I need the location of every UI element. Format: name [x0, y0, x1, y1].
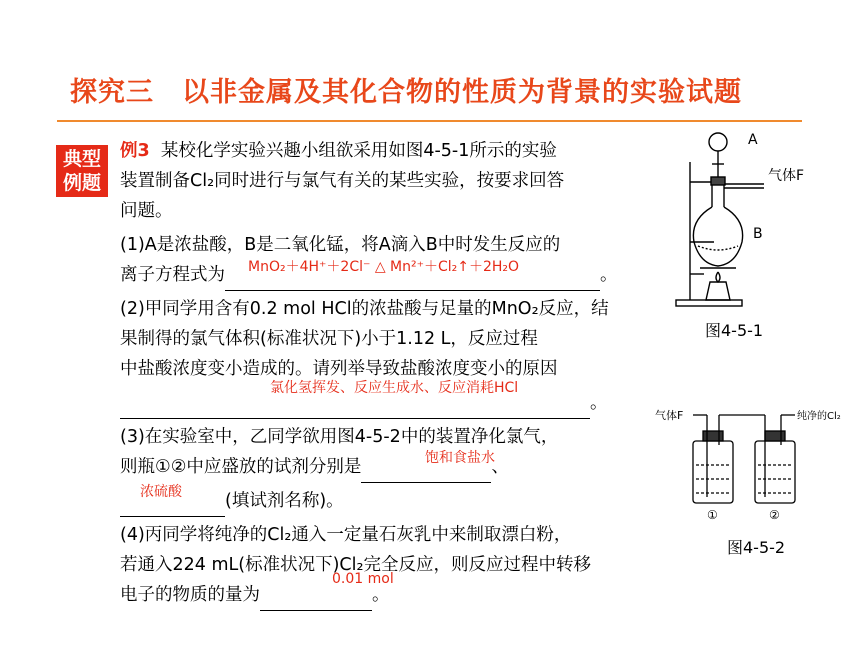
figure-4-5-2-caption: 图4-5-2 — [727, 538, 786, 557]
question-line-15: 电子的物质的量为 。 — [120, 580, 390, 611]
question-line-2: 装置制备Cl₂同时进行与氯气有关的某些实验，按要求回答 — [120, 171, 565, 191]
example-label: 例3 — [120, 141, 150, 161]
question-line-12: (填试剂名称)。 — [120, 486, 344, 517]
figure-4-5-1-apparatus — [668, 122, 848, 322]
fig2-inlet-label: 气体F — [655, 409, 684, 422]
question-line-8: 中盐酸浓度变小造成的。请列举导致盐酸浓度变小的原因 — [120, 359, 558, 379]
fig1-label-b: B — [753, 226, 763, 242]
fig1-gas-label: 气体F — [768, 168, 805, 184]
typical-example-badge — [56, 145, 108, 197]
answer-1-ionic-equation: MnO₂＋4H⁺＋2Cl⁻ △ Mn²⁺＋Cl₂↑＋2H₂O — [248, 259, 520, 275]
question-line-1 — [120, 136, 557, 166]
question-line-11: 则瓶①②中应盛放的试剂分别是 、 — [120, 452, 509, 483]
question-line-6: (2)甲同学用含有0.2 mol HCl的浓盐酸与足量的MnO₂反应，结 — [120, 299, 609, 319]
figure-4-5-2-wash-bottles — [655, 405, 850, 525]
question-line-4: (1)A是浓盐酸，B是二氧化锰，将A滴入B中时发生反应的 — [120, 235, 561, 255]
badge-line-1: 典型 — [62, 148, 101, 170]
badge-line-2: 例题 — [62, 172, 101, 194]
question-line-7: 果制得的氯气体积(标准状况下)小于1.12 L，反应过程 — [120, 329, 538, 349]
answer-3-reagent-1: 饱和食盐水 — [425, 450, 495, 466]
question-line-13: (4)丙同学将纯净的Cl₂通入一定量石灰乳中来制取漂白粉， — [120, 525, 572, 545]
answer-5-electron-amount: 0.01 mol — [332, 571, 394, 587]
question-line-10: (3)在实验室中，乙同学欲用图4-5-2中的装置净化氯气， — [120, 427, 559, 447]
question-line-5: 离子方程式为 。 — [120, 260, 618, 291]
page-title: 探究三 以非金属及其化合物的性质为背景的实验试题 — [70, 77, 742, 108]
fig2-outlet-label: 纯净的Cl₂ — [797, 411, 841, 422]
question-text-5: 离子方程式为 — [120, 265, 225, 285]
answer-2-reasons: 氯化氢挥发、反应生成水、反应消耗HCl — [270, 380, 519, 396]
fig1-label-a: A — [748, 132, 758, 148]
figure-4-5-1-caption: 图4-5-1 — [705, 321, 764, 340]
fig2-bottle-1-label: ① — [707, 508, 718, 522]
answer-4-reagent-2: 浓硫酸 — [140, 484, 182, 500]
question-line-14: 若通入224 mL(标准状况下)Cl₂完全反应，则反应过程中转移 — [120, 555, 592, 575]
question-line-9: 。 — [120, 388, 608, 419]
question-line-3: 问题。 — [120, 201, 173, 221]
question-text-1: 某校化学实验兴趣小组欲采用如图4-5-1所示的实验 — [160, 141, 557, 161]
fig2-bottle-2-label: ② — [769, 508, 780, 522]
